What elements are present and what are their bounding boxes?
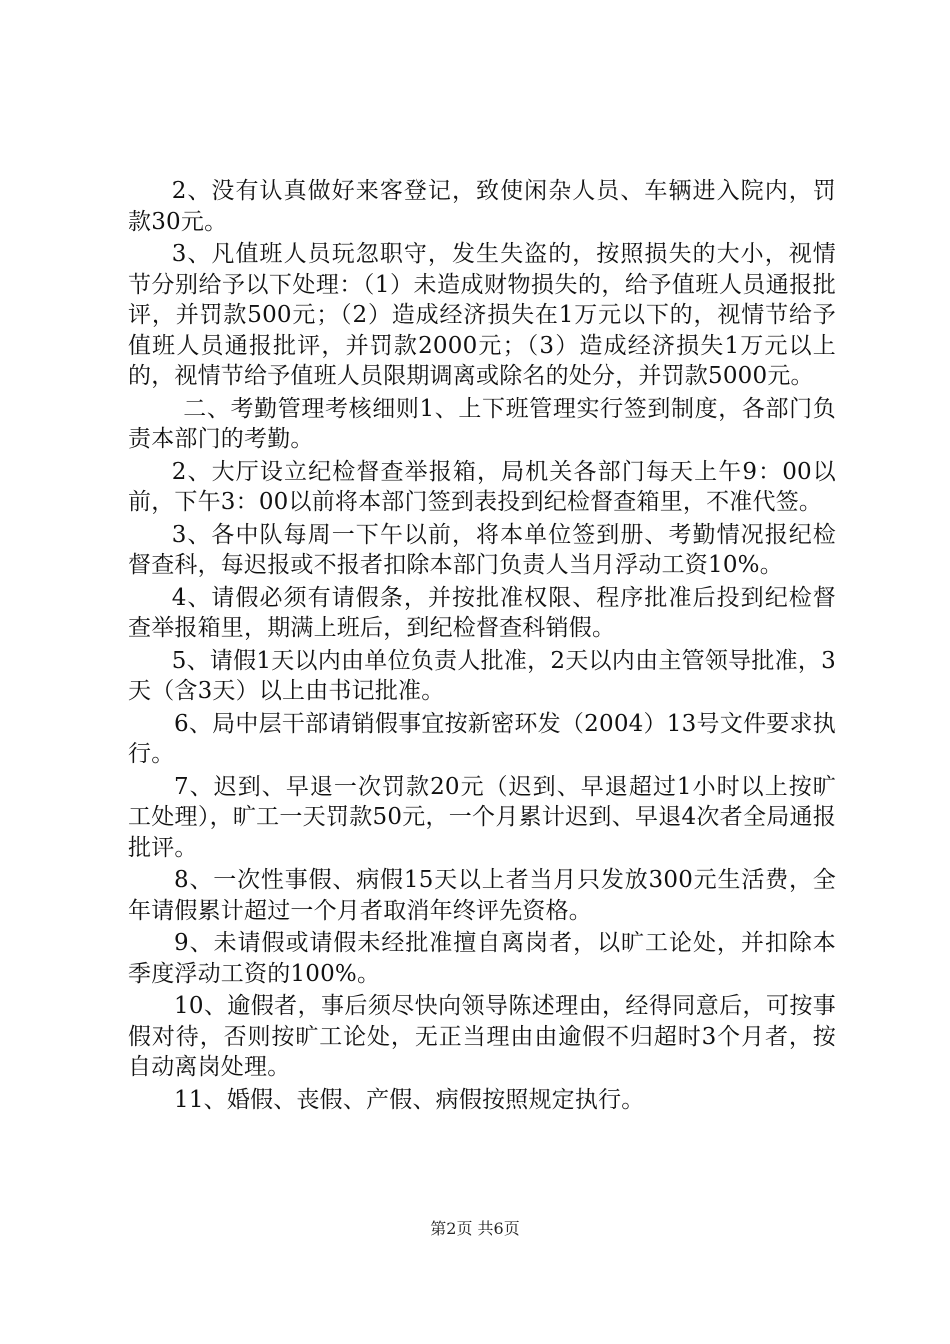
paragraph-7: 5、请假1天以内由单位负责人批准，2天以内由主管领导批准，3天（含3天）以上由书记批准。 bbox=[128, 647, 836, 704]
paragraph-4: 2、大厅设立纪检督查举报箱，局机关各部门每天上午9：00以前，下午3：00以前将本部门签到表投到纪检督查箱里，不准代签。 bbox=[128, 458, 836, 515]
document-body bbox=[128, 176, 836, 1117]
paragraph-9: 7、迟到、早退一次罚款20元（迟到、早退超过1小时以上按旷工处理），旷工一天罚款50元，一个月累计迟到、早退4次者全局通报批评。 bbox=[128, 773, 836, 861]
paragraph-5: 3、各中队每周一下午以前，将本单位签到册、考勤情况报纪检督查科，每迟报或不报者扣除本部门负责人当月浮动工资10%。 bbox=[128, 521, 836, 578]
paragraph-11: 9、未请假或请假未经批准擅自离岗者，以旷工论处，并扣除本季度浮动工资的100%。 bbox=[128, 930, 836, 987]
paragraph-13: 11、婚假、丧假、产假、病假按照规定执行。 bbox=[174, 1086, 645, 1113]
paragraph-6: 4、请假必须有请假条，并按批准权限、程序批准后投到纪检督查举报箱里，期满上班后，到纪检督查科销假。 bbox=[128, 584, 836, 641]
paragraph-12: 10、逾假者，事后须尽快向领导陈述理由，经得同意后，可按事假对待，否则按旷工论处，无正当理由由逾假不归超时3个月者，按自动离岗处理。 bbox=[128, 993, 836, 1080]
page-number-footer: 第2页 共6页 bbox=[430, 1219, 520, 1238]
paragraph-8: 6、局中层干部请销假事宜按新密环发（2004）13号文件要求执行。 bbox=[128, 710, 836, 767]
paragraph-1: 2、没有认真做好来客登记，致使闲杂人员、车辆进入院内，罚款30元。 bbox=[128, 178, 836, 235]
paragraph-2: 3、凡值班人员玩忽职守，发生失盗的，按照损失的大小，视情节分别给予以下处理：（1）未造成财物损失的，给予值班人员通报批评，并罚款500元；（2）造成经济损失在1万元以下的，视情节给予值班人员通报批评，并罚款2000元；（3）造成经济损失1万元以上的，视情节给予值班人员限期调离或除名的处分，并罚款5000元。 bbox=[128, 241, 836, 389]
paragraph-3: 二、考勤管理考核细则1、上下班管理实行签到制度，各部门负责本部门的考勤。 bbox=[128, 395, 836, 452]
paragraph-10: 8、一次性事假、病假15天以上者当月只发放300元生活费，全年请假累计超过一个月者取消年终评先资格。 bbox=[128, 867, 836, 924]
